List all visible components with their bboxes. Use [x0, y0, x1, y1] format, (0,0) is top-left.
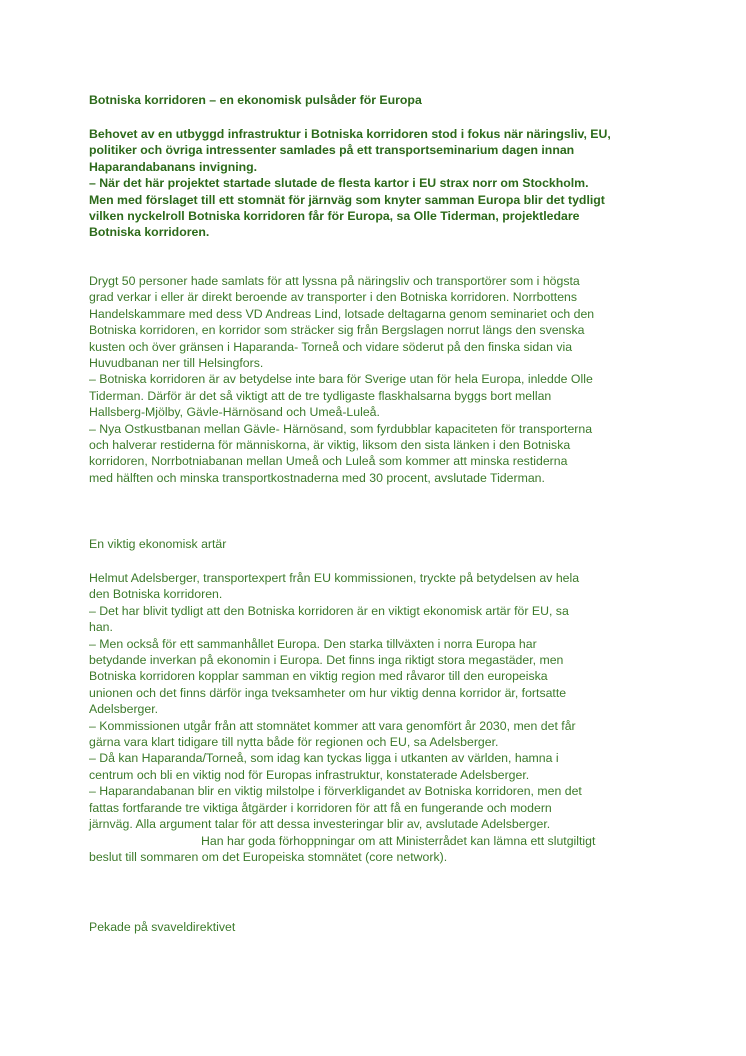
body-line: Adelsberger. — [89, 702, 159, 717]
body-line: kusten och över gränsen i Haparanda- Torneå och vidare söderut på den finska sidan via — [89, 339, 573, 354]
body-line: centrum och bli en viktig nod för Europas infrastruktur, konstaterade Adelsberger. — [89, 767, 530, 782]
body-line: järnväg. Alla argument talar för att dessa investeringar blir av, avslutade Adelsberger. — [89, 817, 551, 832]
body-line: gärna vara klart tidigare till nytta både för regionen och EU, sa Adelsberger. — [89, 735, 499, 750]
body-line: korridoren, Norrbotniabanan mellan Umeå och Luleå som kommer att minska restiderna — [89, 454, 568, 469]
body-line: med hälften och minska transportkostnaderna med 30 procent, avslutade Tiderman. — [89, 470, 545, 485]
body-line: och halverar restiderna för människorna, är viktig, liksom den sista länken i den Botniska — [89, 438, 571, 453]
subheading-economic-artery: En viktig ekonomisk artär — [89, 537, 227, 551]
body-line: den Botniska korridoren. — [89, 587, 223, 602]
body-line: han. — [89, 620, 113, 635]
body-line: grad verkar i eller är direkt beroende av transporter i den Botniska korridoren. Norrbottens — [89, 290, 578, 305]
body-line: – Haparandabanan blir en viktig milstolpe i förverkligandet av Botniska korridoren, men det — [89, 784, 582, 799]
lead-line: vilken nyckelroll Botniska korridoren får för Europa, sa Olle Tiderman, projektledare — [89, 209, 580, 224]
lead-line: Haparandabanans invigning. — [89, 159, 258, 174]
lead-line: Botniska korridoren. — [89, 225, 210, 240]
lead-line: – När det här projektet startade slutade de flesta kartor i EU strax norr om Stockholm. — [89, 176, 589, 191]
indented-line: Han har goda förhoppningar om att Ministerrådet kan lämna ett slutgiltigt — [201, 833, 596, 848]
body-line: – Det har blivit tydligt att den Botniska korridoren är en viktigt ekonomisk artär för EU, sa — [89, 603, 569, 618]
body-line: – Då kan Haparanda/Torneå, som idag kan tyckas ligga i utkanten av världen, hamna i — [89, 751, 559, 766]
section-1-body — [89, 273, 679, 486]
body-line: unionen och det finns därför inga tveksamheter om hur viktig denna korridor är, fortsatte — [89, 685, 567, 700]
subheading-sulphur-directive: Pekade på svaveldirektivet — [89, 920, 236, 934]
body-line: Botniska korridoren kopplar samman en viktig region med råvaror till den europeiska — [89, 669, 548, 684]
lead-line: Men med förslaget till ett stomnät för järnväg som knyter samman Europa blir det tydligt — [89, 192, 605, 207]
body-line: – Men också för ett sammanhållet Europa. Den starka tillväxten i norra Europa har — [89, 636, 537, 651]
body-line: Drygt 50 personer hade samlats för att lyssna på näringsliv och transportörer som i högsta — [89, 274, 580, 288]
lead-line: politiker och övriga intressenter samlades på ett transportseminarium dagen innan — [89, 143, 575, 158]
body-line: betydande inverkan på ekonomin i Europa. Det finns inga riktigt stora megastäder, men — [89, 653, 564, 668]
body-line: fattas fortfarande tre viktiga åtgärder i korridoren för att få en fungerande och modern — [89, 800, 552, 815]
body-line: – Nya Ostkustbanan mellan Gävle- Härnösand, som fyrdubblar kapaciteten för transporterna — [89, 421, 593, 436]
body-line: Botniska korridoren, en korridor som sträcker sig från Bergslagen norrut längs den svenska — [89, 323, 585, 338]
lead-line: Behovet av en utbyggd infrastruktur i Botniska korridoren stod i fokus när näringsliv, EU, — [89, 127, 611, 141]
body-line: – Botniska korridoren är av betydelse inte bara för Sverige utan för hela Europa, inledde Olle — [89, 372, 593, 387]
body-line: Huvudbanan ner till Helsingfors. — [89, 356, 264, 371]
body-line: Helmut Adelsberger, transportexpert från EU kommissionen, tryckte på betydelsen av hela — [89, 571, 580, 585]
body-line: Hallsberg-Mjölby, Gävle-Härnösand och Umeå-Luleå. — [89, 405, 380, 420]
document-title: Botniska korridoren – en ekonomisk pulsåder för Europa — [89, 93, 422, 107]
body-line: Handelskammare med dess VD Andreas Lind, lotsade deltagarna genom seminariet och den — [89, 306, 595, 321]
section-2-body — [89, 570, 679, 865]
body-line: – Kommissionen utgår från att stomnätet kommer att vara genomfört år 2030, men det får — [89, 718, 576, 733]
body-line: Tiderman. Därför är det så viktigt att de tre tydligaste flaskhalsarna byggs bort mellan — [89, 388, 552, 403]
lead-paragraph — [89, 126, 689, 241]
body-line: beslut till sommaren om det Europeiska stomnätet (core network). — [89, 849, 448, 864]
